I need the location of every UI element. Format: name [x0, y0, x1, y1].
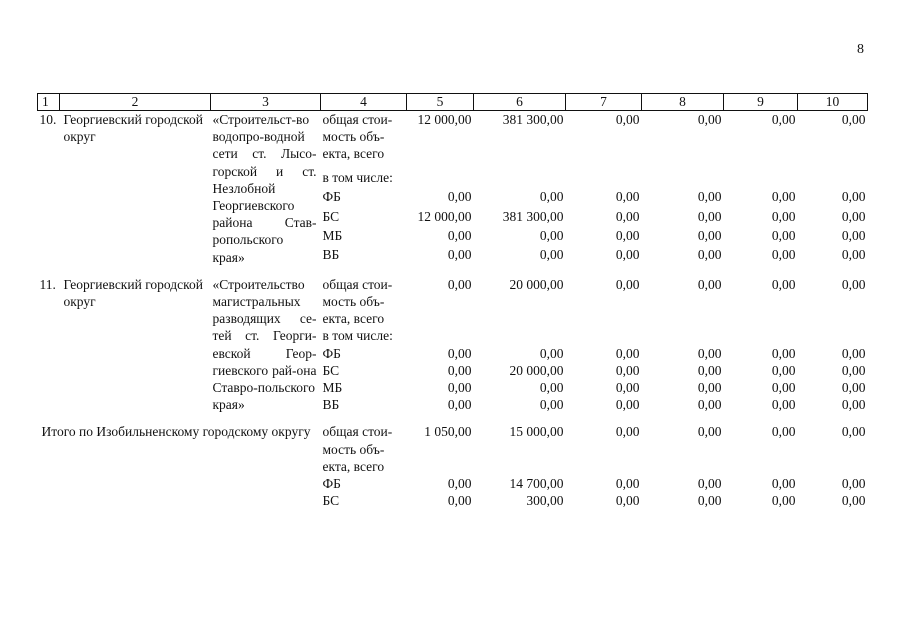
- amount-cell: 0,00: [447, 380, 472, 396]
- amount-cell: 0,00: [447, 189, 472, 205]
- amount-cell: 0,00: [447, 276, 472, 292]
- amount-cell: 0,00: [697, 208, 722, 224]
- column-header: 3: [211, 94, 321, 111]
- amount-cell: 0,00: [771, 493, 796, 509]
- amount-cell: [407, 327, 474, 344]
- funding-source-label: общая стои-мость объ-екта, всего: [322, 424, 393, 474]
- amount-cell: [474, 327, 566, 344]
- amount-cell: [407, 169, 474, 188]
- amount-cell: 0,00: [771, 476, 796, 492]
- column-header: 7: [566, 94, 642, 111]
- amount-cell: 0,00: [771, 228, 796, 244]
- municipality-cell: Георгиевский городской округ: [63, 112, 203, 145]
- amount-cell: 0,00: [697, 380, 722, 396]
- amount-cell: 1 050,00: [424, 424, 472, 440]
- funding-source-label: ФБ: [322, 476, 341, 492]
- amount-cell: 0,00: [615, 112, 640, 127]
- amount-cell: [642, 169, 724, 188]
- amount-cell: 0,00: [841, 276, 866, 292]
- amount-cell: [566, 169, 642, 188]
- amount-cell: 0,00: [447, 362, 472, 378]
- amount-cell: 0,00: [539, 380, 564, 396]
- funding-source-label: в том числе:: [322, 328, 393, 344]
- funding-source-label: МБ: [322, 380, 343, 396]
- funding-source-label: ФБ: [322, 189, 341, 205]
- spacer-cell: [38, 413, 868, 423]
- amount-cell: 381 300,00: [502, 112, 564, 127]
- project-name-cell: «Строительст-во водопро-водной сети ст. Лысо-горской и ст. Незлобной Георгиевского района Став-ропольского края»: [212, 112, 317, 265]
- amount-cell: 0,00: [615, 362, 640, 378]
- amount-cell: 14 700,00: [509, 476, 564, 492]
- amount-cell: 0,00: [447, 228, 472, 244]
- amount-cell: [798, 169, 868, 188]
- amount-cell: 0,00: [771, 208, 796, 224]
- amount-cell: 0,00: [771, 345, 796, 361]
- amount-cell: 381 300,00: [502, 208, 564, 224]
- column-number-header: [38, 94, 868, 111]
- column-header: 1: [38, 94, 60, 111]
- table-body: [38, 111, 868, 510]
- amount-cell: 300,00: [526, 493, 564, 509]
- amount-cell: 0,00: [615, 493, 640, 509]
- amount-cell: 0,00: [841, 476, 866, 492]
- page-number: 8: [857, 42, 864, 57]
- amount-cell: [642, 327, 724, 344]
- amount-cell: 0,00: [697, 476, 722, 492]
- row-number: 11.: [39, 276, 56, 292]
- amount-cell: 0,00: [771, 276, 796, 292]
- amount-cell: 20 000,00: [509, 362, 564, 378]
- funding-source-label: БС: [322, 493, 340, 509]
- amount-cell: 0,00: [771, 189, 796, 205]
- amount-cell: 0,00: [841, 189, 866, 205]
- amount-cell: 0,00: [841, 397, 866, 413]
- amount-cell: 0,00: [615, 276, 640, 292]
- amount-cell: [724, 169, 798, 188]
- amount-cell: [724, 327, 798, 344]
- total-label: Итого по Изобильненскому городскому округу: [41, 424, 311, 440]
- municipality-cell: Георгиевский городской округ: [63, 276, 203, 310]
- amount-cell: 0,00: [771, 424, 796, 440]
- amount-cell: 0,00: [615, 247, 640, 263]
- amount-cell: 20 000,00: [509, 276, 564, 292]
- row-number: 10.: [39, 112, 57, 127]
- project-name-cell: «Строительство магистральных разводящих се-тей ст. Георги-евской Геор-гиевского рай-она Ставро-польского края»: [212, 276, 317, 413]
- funding-source-label: ВБ: [322, 397, 340, 413]
- amount-cell: 0,00: [697, 397, 722, 413]
- amount-cell: 0,00: [697, 493, 722, 509]
- amount-cell: 15 000,00: [509, 424, 564, 440]
- amount-cell: 0,00: [615, 397, 640, 413]
- funding-source-label: БС: [322, 362, 340, 378]
- funding-source-label: общая стои-мость объ-екта, всего: [322, 112, 393, 162]
- amount-cell: 0,00: [771, 362, 796, 378]
- amount-cell: [798, 327, 868, 344]
- column-header: 4: [321, 94, 407, 111]
- table-row: [38, 111, 868, 170]
- amount-cell: 0,00: [615, 189, 640, 205]
- amount-cell: 0,00: [771, 247, 796, 263]
- column-header: 10: [798, 94, 868, 111]
- table-row: [38, 276, 868, 328]
- funding-source-label: ВБ: [322, 247, 340, 263]
- table-row: [38, 423, 868, 475]
- amount-cell: 0,00: [697, 112, 722, 127]
- amount-cell: 0,00: [615, 424, 640, 440]
- funding-source-label: в том числе:: [322, 170, 393, 186]
- amount-cell: 0,00: [615, 476, 640, 492]
- row-spacer: [38, 266, 868, 276]
- amount-cell: 0,00: [539, 189, 564, 205]
- amount-cell: 0,00: [697, 276, 722, 292]
- amount-cell: 0,00: [539, 228, 564, 244]
- amount-cell: 0,00: [447, 493, 472, 509]
- amount-cell: 0,00: [539, 247, 564, 263]
- spacer-cell: [38, 266, 868, 276]
- amount-cell: [474, 169, 566, 188]
- amount-cell: 0,00: [697, 362, 722, 378]
- amount-cell: 0,00: [771, 380, 796, 396]
- amount-cell: 0,00: [447, 476, 472, 492]
- amount-cell: 12 000,00: [417, 112, 472, 127]
- funding-source-label: ФБ: [322, 345, 341, 361]
- amount-cell: 0,00: [539, 345, 564, 361]
- amount-cell: 0,00: [771, 112, 796, 127]
- amount-cell: 0,00: [615, 345, 640, 361]
- column-header: 5: [407, 94, 474, 111]
- amount-cell: 12 000,00: [417, 208, 472, 224]
- funding-source-label: общая стои-мость объ-екта, всего: [322, 276, 393, 327]
- amount-cell: 0,00: [841, 493, 866, 509]
- amount-cell: 0,00: [841, 362, 866, 378]
- column-header: 6: [474, 94, 566, 111]
- amount-cell: 0,00: [841, 228, 866, 244]
- amount-cell: 0,00: [615, 228, 640, 244]
- amount-cell: 0,00: [841, 424, 866, 440]
- amount-cell: 0,00: [697, 424, 722, 440]
- funding-source-label: БС: [322, 208, 340, 224]
- column-header: 9: [724, 94, 798, 111]
- amount-cell: 0,00: [447, 345, 472, 361]
- amount-cell: 0,00: [447, 397, 472, 413]
- amount-cell: 0,00: [697, 247, 722, 263]
- column-header: 2: [60, 94, 211, 111]
- row-spacer: [38, 413, 868, 423]
- amount-cell: 0,00: [841, 380, 866, 396]
- amount-cell: 0,00: [841, 345, 866, 361]
- amount-cell: 0,00: [697, 228, 722, 244]
- funding-table: [37, 93, 868, 509]
- amount-cell: 0,00: [697, 189, 722, 205]
- amount-cell: 0,00: [841, 208, 866, 224]
- amount-cell: [566, 327, 642, 344]
- amount-cell: 0,00: [615, 380, 640, 396]
- amount-cell: 0,00: [697, 345, 722, 361]
- amount-cell: 0,00: [539, 397, 564, 413]
- amount-cell: 0,00: [841, 247, 866, 263]
- amount-cell: 0,00: [447, 247, 472, 263]
- funding-source-label: МБ: [322, 228, 343, 244]
- amount-cell: 0,00: [615, 208, 640, 224]
- column-header: 8: [642, 94, 724, 111]
- amount-cell: 0,00: [841, 112, 866, 127]
- amount-cell: 0,00: [771, 397, 796, 413]
